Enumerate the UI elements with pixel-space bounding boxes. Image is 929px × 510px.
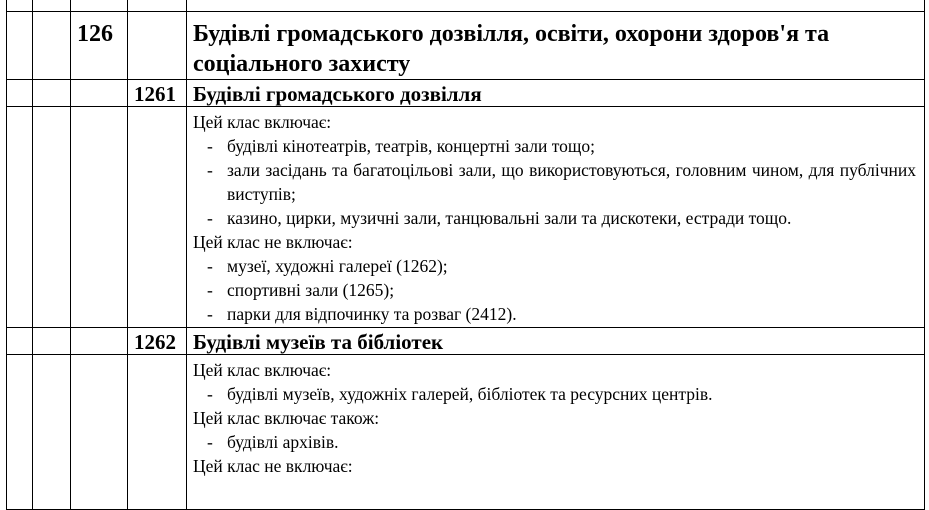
includes-list [193,134,916,230]
includes-label: Цей клас включає: [193,112,332,132]
list-item: - парки для відпочинку та розваг (2412). [207,304,517,324]
group-title: Будівлі громадського дозвілля, освіти, охорони здоров'я та соціального захисту [187,12,925,80]
dash-bullet: - [207,384,213,404]
table-row-group-126 [7,12,925,80]
table-row-previous [7,0,925,12]
table-row-class-1262 [7,328,925,355]
includes-list [193,382,916,406]
table-row-class-1262-description [7,355,925,510]
also-includes-list [193,430,916,454]
class-title: Будівлі громадського дозвілля [187,80,925,107]
class-description [187,107,925,328]
list-item: - будівлі кінотеатрів, театрів, концертні зали тощо; [207,136,595,156]
list-item: - будівлі музеїв, художніх галерей, бібліотек та ресурсних центрів. [207,384,713,404]
list-item: - казино, цирки, музичні зали, танцювальні зали та дискотеки, естради тощо. [207,208,792,228]
dash-bullet: - [207,280,213,300]
dash-bullet: - [207,136,213,156]
excludes-list [193,254,916,326]
dash-bullet: - [207,432,213,452]
class-code: 1261 [128,80,187,107]
list-item: - зали засідань та багатоцільові зали, що використовуються, головним чином, для публічних виступів; [207,160,916,204]
excludes-label: Цей клас не включає: [193,232,353,252]
class-title: Будівлі музеїв та бібліотек [187,328,925,355]
excludes-label: Цей клас не включає: [193,456,353,476]
group-code: 126 [71,12,128,80]
dash-bullet: - [207,304,213,324]
dash-bullet: - [207,160,213,180]
includes-label: Цей клас включає: [193,360,332,380]
list-item: - спортивні зали (1265); [207,280,395,300]
table-row-class-1261-description [7,107,925,328]
dash-bullet: - [207,208,213,228]
also-includes-label: Цей клас включає також: [193,408,380,428]
list-item: - музеї, художні галереї (1262); [207,256,448,276]
dash-bullet: - [207,256,213,276]
class-description [187,355,925,510]
class-code: 1262 [128,328,187,355]
classification-table [6,0,925,510]
list-item: - будівлі архівів. [207,432,339,452]
previous-row-text [187,0,924,10]
table-row-class-1261 [7,80,925,107]
